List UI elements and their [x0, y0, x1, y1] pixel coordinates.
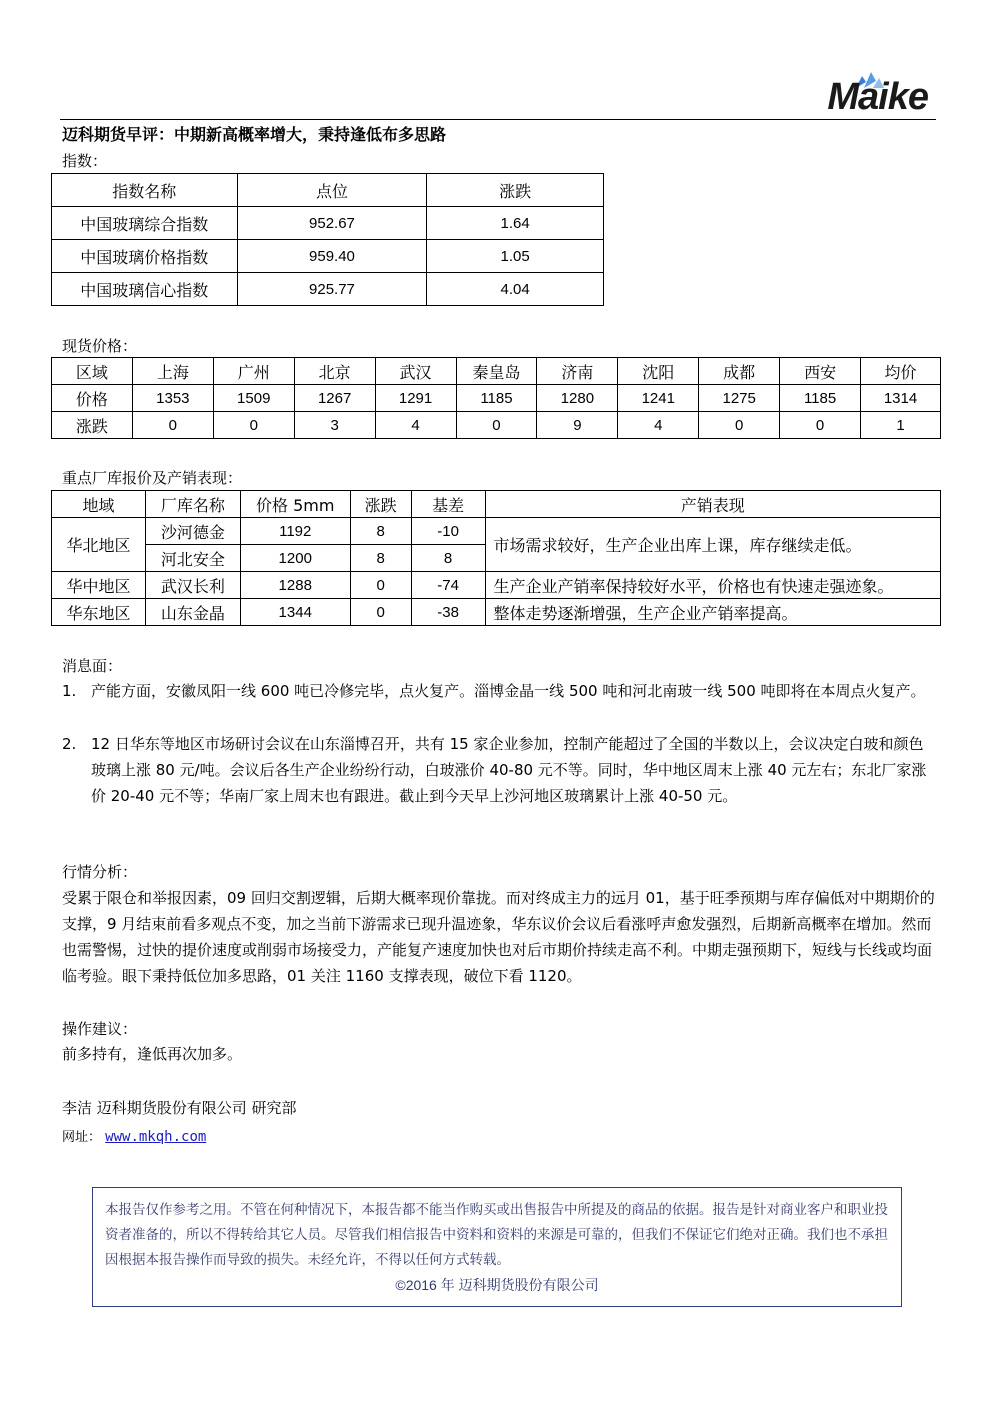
factory-basis: -10 [411, 518, 485, 545]
list-number: 2. [62, 735, 77, 753]
website-line [62, 1124, 937, 1151]
table-row [52, 518, 941, 545]
spot-section-label: 现货价格： [62, 337, 138, 355]
news-section-label: 消息面： [62, 657, 123, 675]
table-row [52, 358, 941, 385]
list-number: 1. [62, 682, 77, 700]
region-name: 成都 [699, 358, 780, 385]
region-cell: 华北地区 [52, 518, 146, 572]
spot-change: 4 [618, 412, 699, 439]
spot-price: 1241 [618, 385, 699, 412]
spot-change: 0 [456, 412, 537, 439]
factory-price: 1288 [240, 572, 350, 599]
row-label: 涨跌 [52, 412, 133, 439]
spot-price: 1267 [294, 385, 375, 412]
table-row [52, 599, 941, 626]
factory-name: 武汉长利 [145, 572, 240, 599]
factory-basis: -74 [411, 572, 485, 599]
region-cell: 华东地区 [52, 599, 146, 626]
region-name: 上海 [132, 358, 213, 385]
region-name: 秦皇岛 [456, 358, 537, 385]
index-value: 959.40 [237, 240, 427, 273]
table-header-row [52, 491, 941, 518]
region-name: 西安 [780, 358, 861, 385]
index-name: 中国玻璃信心指数 [52, 273, 238, 306]
page-title: 迈科期货早评：中期新高概率增大，秉持逢低布多思路 [62, 125, 447, 144]
factory-change: 0 [350, 599, 411, 626]
list-item [62, 678, 937, 704]
spot-change: 0 [699, 412, 780, 439]
index-name: 中国玻璃价格指数 [52, 240, 238, 273]
disclaimer-text: 本报告仅作参考之用。不管在何种情况下，本报告都不能当作购买或出售报告中所提及的商品的依据。报告是针对商业客户和职业投资者准备的，所以不得转给其它人员。尽管我们相信报告中资料和资料的来源是可靠的，但我们不保证它们绝对正确。我们也不承担因根据本报告操作而导致的损失。未经允许，不得以任何方式转载。 [105, 1202, 888, 1268]
factory-price: 1200 [240, 545, 350, 572]
factory-basis: 8 [411, 545, 485, 572]
column-header: 涨跌 [350, 491, 411, 518]
row-label: 区域 [52, 358, 133, 385]
column-header: 涨跌 [427, 174, 604, 207]
table-row [52, 385, 941, 412]
spot-change: 3 [294, 412, 375, 439]
spot-price: 1185 [456, 385, 537, 412]
logo-text: Maike [827, 76, 928, 118]
author-line: 李洁 迈科期货股份有限公司 研究部 [62, 1099, 297, 1117]
factory-change: 8 [350, 518, 411, 545]
table-row [52, 273, 604, 306]
table-row [52, 572, 941, 599]
column-header: 地域 [52, 491, 146, 518]
table-header-row [52, 174, 604, 207]
factory-name: 山东金晶 [145, 599, 240, 626]
spot-change: 0 [213, 412, 294, 439]
analysis-section-label: 行情分析： [62, 863, 138, 881]
spot-price: 1509 [213, 385, 294, 412]
performance-cell: 生产企业产销率保持较好水平，价格也有快速走强迹象。 [485, 572, 940, 599]
website-link[interactable]: www.mkqh.com [105, 1129, 207, 1145]
factory-change: 8 [350, 545, 411, 572]
column-header: 产销表现 [485, 491, 940, 518]
factory-basis: -38 [411, 599, 485, 626]
column-header: 指数名称 [52, 174, 238, 207]
column-header: 厂库名称 [145, 491, 240, 518]
factory-name: 沙河德金 [145, 518, 240, 545]
row-label: 价格 [52, 385, 133, 412]
region-name: 济南 [537, 358, 618, 385]
index-value: 952.67 [237, 207, 427, 240]
region-cell: 华中地区 [52, 572, 146, 599]
index-change: 1.05 [427, 240, 604, 273]
advice-text: 前多持有，逢低再次加多。 [62, 1045, 243, 1063]
spot-change: 0 [132, 412, 213, 439]
column-header: 基差 [411, 491, 485, 518]
index-section-label: 指数： [62, 152, 108, 170]
performance-cell: 市场需求较好，生产企业出库上课，库存继续走低。 [485, 518, 940, 572]
spot-price: 1291 [375, 385, 456, 412]
factory-price: 1192 [240, 518, 350, 545]
spot-change: 0 [780, 412, 861, 439]
factory-name: 河北安全 [145, 545, 240, 572]
region-name: 沈阳 [618, 358, 699, 385]
table-row [52, 207, 604, 240]
company-logo [788, 72, 928, 118]
region-name: 广州 [213, 358, 294, 385]
factory-price: 1344 [240, 599, 350, 626]
spot-change: 9 [537, 412, 618, 439]
disclaimer-box [92, 1187, 902, 1307]
index-change: 4.04 [427, 273, 604, 306]
factory-change: 0 [350, 572, 411, 599]
spot-price: 1185 [780, 385, 861, 412]
factory-quote-table [51, 490, 941, 626]
performance-cell: 整体走势逐渐增强，生产企业产销率提高。 [485, 599, 940, 626]
spot-change: 1 [861, 412, 941, 439]
website-label: 网址： [62, 1130, 102, 1145]
spot-change: 4 [375, 412, 456, 439]
index-change: 1.64 [427, 207, 604, 240]
copyright: ©2016 年 迈科期货股份有限公司 [395, 1277, 599, 1293]
index-name: 中国玻璃综合指数 [52, 207, 238, 240]
header-rule [60, 119, 936, 120]
column-header: 价格 5mm [240, 491, 350, 518]
analysis-text: 受累于限仓和举报因素，09 回归交割逻辑，后期大概率现价靠拢。而对终成主力的远月 01，基于旺季预期与库存偏低对中期期价的支撑，9 月结束前看多观点不变，加之当前下游需求已现升温迹象，华东议价会议后看涨呼声愈发强烈，后期新高概率在增加。然而也需警惕，过快的提价速度或削弱市场接受力，产能复产速度加快也对后市期价持续走高不利。中期走强预期下，短线与长线或均面临考验。眼下秉持低位加多思路，01 关注 1160 支撑表现，破位下看 1120。 [62, 889, 935, 985]
column-header: 点位 [237, 174, 427, 207]
factory-section-label: 重点厂库报价及产销表现： [62, 469, 243, 487]
spot-price: 1275 [699, 385, 780, 412]
table-row [52, 240, 604, 273]
region-name: 均价 [861, 358, 941, 385]
index-value: 925.77 [237, 273, 427, 306]
news-text: 12 日华东等地区市场研讨会议在山东淄博召开，共有 15 家企业参加，控制产能超过了全国的半数以上，会议决定白玻和颜色玻璃上涨 80 元/吨。会议后各生产企业纷纷行动，白玻涨价 40-80 元不等。同时，华中地区周末上涨 40 元左右；东北厂家涨价 20-40 元不等；华南厂家上周末也有跟进。截止到今天早上沙河地区玻璃累计上涨 40-50 元。 [91, 735, 927, 805]
region-name: 武汉 [375, 358, 456, 385]
advice-section-label: 操作建议： [62, 1020, 138, 1038]
index-table [51, 173, 604, 306]
table-row [52, 412, 941, 439]
spot-price: 1353 [132, 385, 213, 412]
region-name: 北京 [294, 358, 375, 385]
spot-price: 1280 [537, 385, 618, 412]
spot-price-table [51, 357, 941, 439]
list-item [62, 731, 937, 809]
news-text: 产能方面，安徽凤阳一线 600 吨已冷修完毕，点火复产。淄博金晶一线 500 吨和河北南玻一线 500 吨即将在本周点火复产。 [91, 682, 926, 700]
spot-price: 1314 [861, 385, 941, 412]
